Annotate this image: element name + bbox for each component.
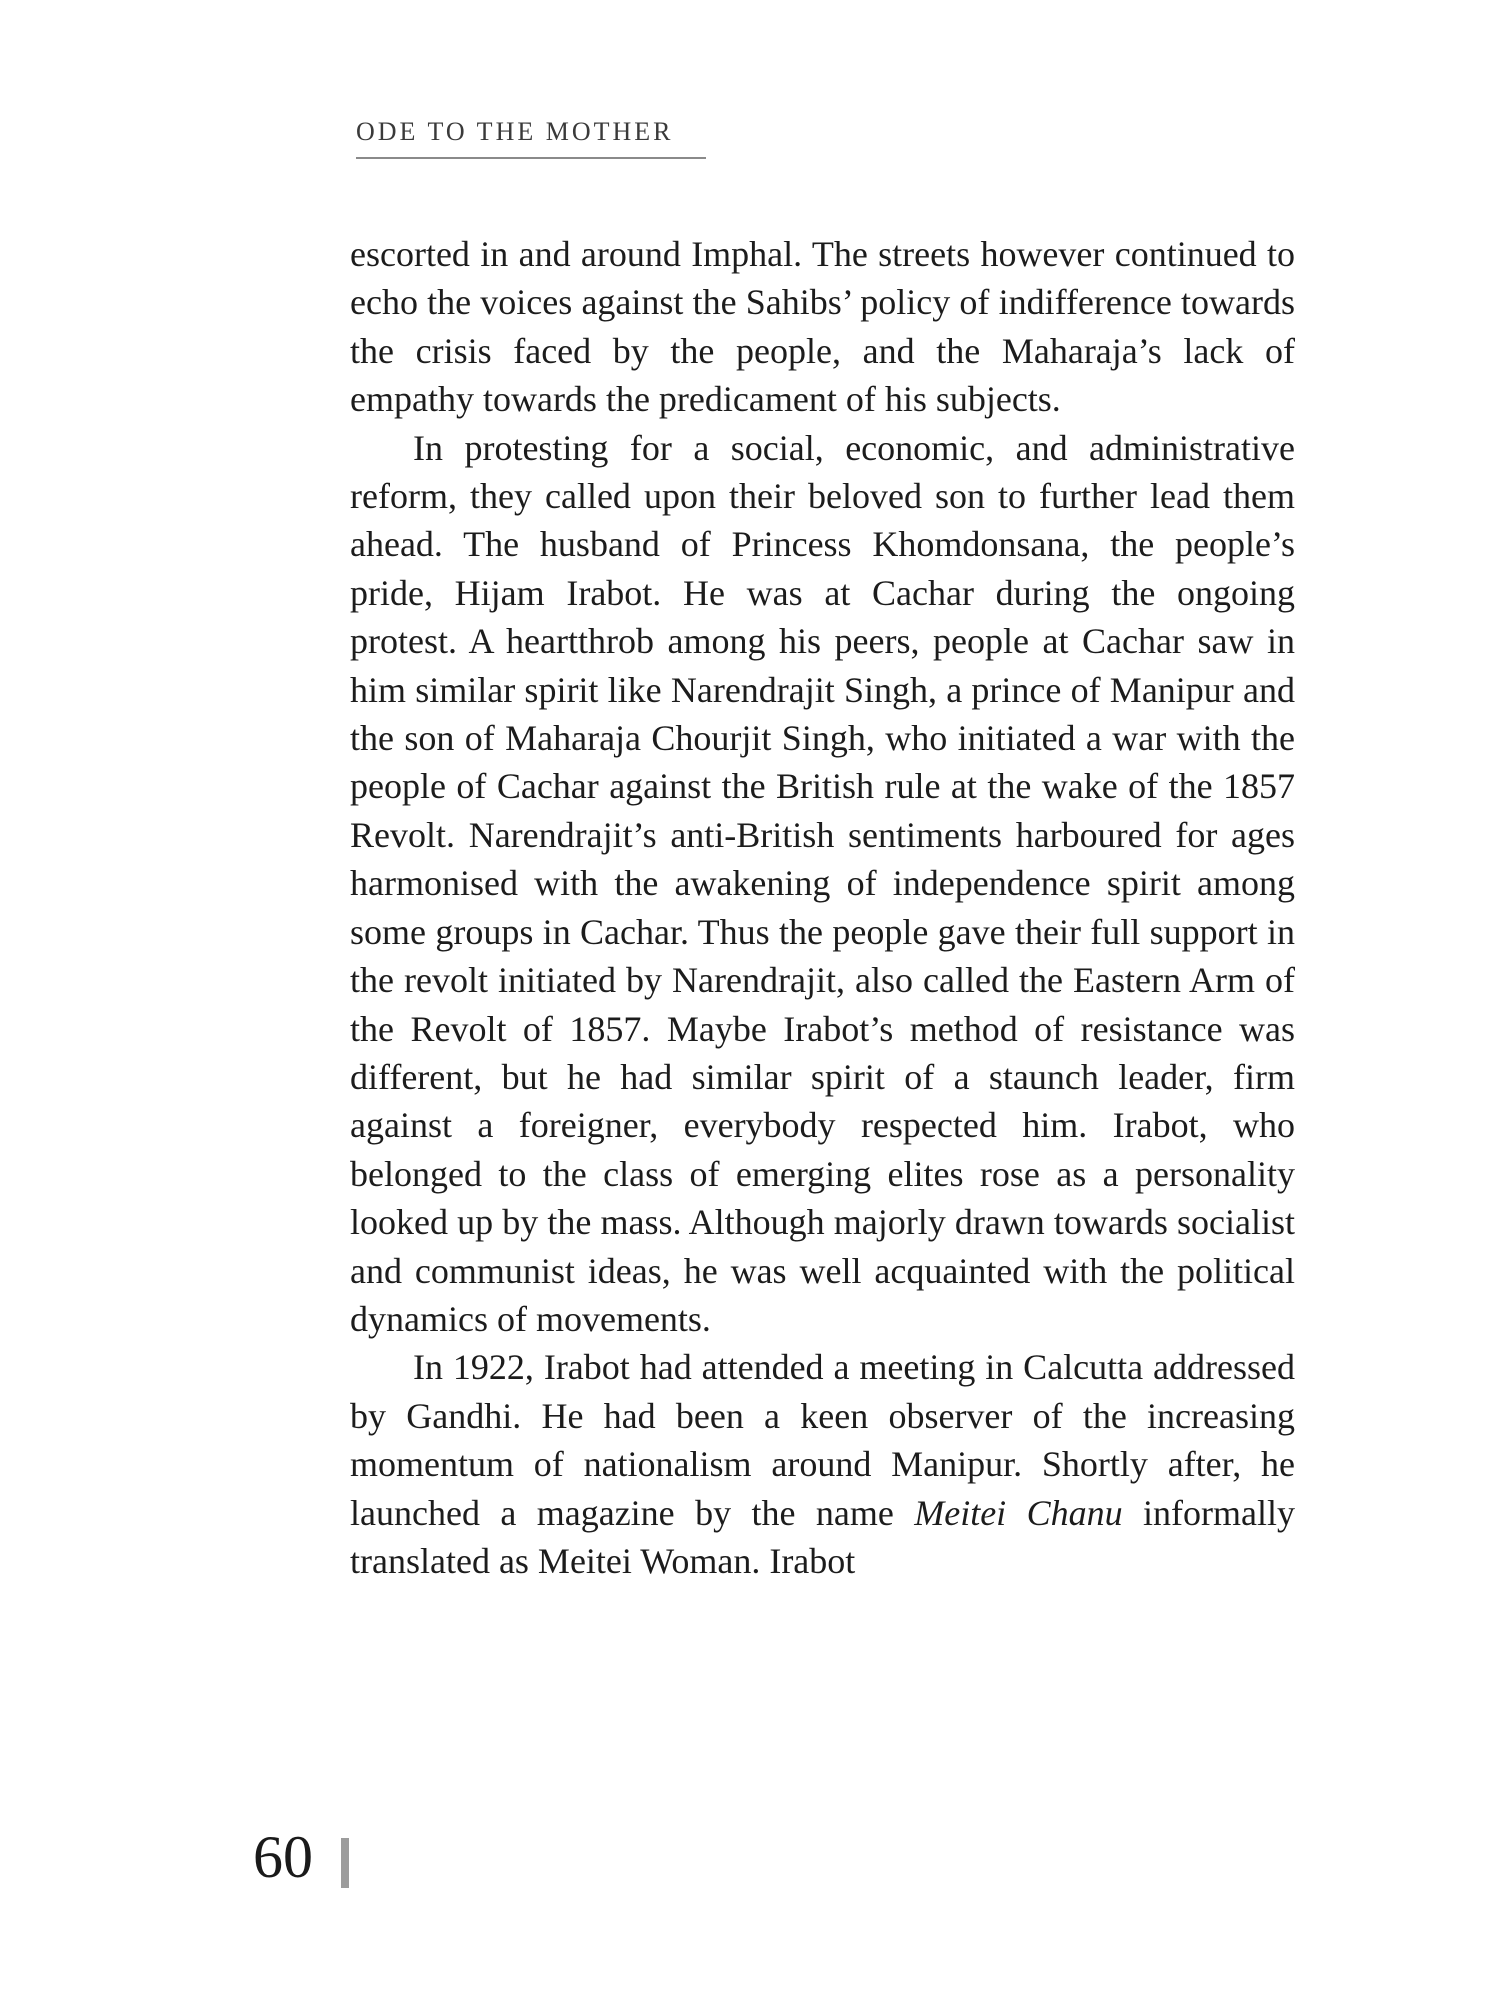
paragraph-2: In protesting for a social, economic, and administrative reform, they called upon their beloved son to further lead them ahead. The husband of Princess Khomdonsana, the people’s pride, Hijam Irabot. He was at Cachar during the ongoing protest. A heartthrob among his peers, people at Cachar saw in him similar spirit like Narendrajit Singh, a prince of Manipur and the son of Maharaja Chourjit Singh, who initiated a war with the people of Cachar against the British rule at the wake of the 1857 Revolt. Narendrajit’s anti-British sentiments harboured for ages harmonised with the awakening of independence spirit among some groups in Cachar. Thus the people gave their full support in the revolt initiated by Narendrajit, also called the Eastern Arm of the Revolt of 1857. Maybe Irabot’s method of resistance was different, but he had similar spirit of a staunch leader, firm against a foreigner, everybody respected him. Irabot, who belonged to the class of emerging elites rose as a personality looked up by the mass. Although majorly drawn towards socialist and communist ideas, he was well acquainted with the political dynamics of movements. — [350, 427, 1295, 1339]
folio-bar — [341, 1838, 349, 1888]
magazine-title: Meitei Chanu — [914, 1492, 1123, 1533]
paragraph-3-start: In 1922, Irabot had attended a meeting in Calcutta addressed by Gandhi. He had been a keen observer of the increasing momentum of nationalism around Manipur. Shortly after, he launched a magazine by the name — [350, 1347, 1295, 1533]
running-head: ODE TO THE MOTHER — [356, 117, 706, 159]
paragraph-1: escorted in and around Imphal. The streets however continued to echo the voices against the Sahibs’ policy of indifference towards the crisis faced by the people, and the Maharaja’s lack of empathy towards the predicament of his subjects. — [350, 234, 1295, 420]
body-text — [350, 230, 1295, 1585]
paragraph-3 — [350, 1343, 1295, 1585]
paragraph-3-end: informally translated as Meitei Woman. Irabot — [350, 1492, 1295, 1581]
page-number: 60 — [253, 1824, 313, 1890]
